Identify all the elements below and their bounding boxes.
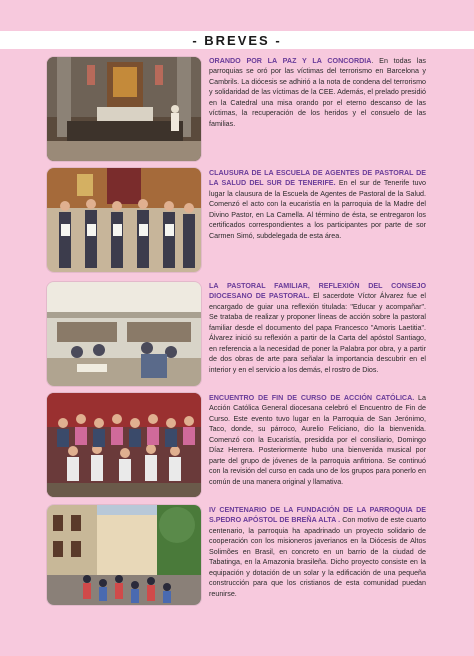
news-heading: LA PASTORAL FAMILIAR, REFLEXIÓN DEL CONSEJO DIOCESANO DE PASTORAL. — [209, 282, 426, 301]
news-heading: IV CENTENARIO DE LA FUNDACIÓN DE LA PARROQUIA DE S.PEDRO APÓSTOL DE BREÑA ALTA . — [209, 506, 426, 525]
section-title: - BREVES - — [192, 32, 282, 48]
news-body: En el sur de Tenerife tuvo lugar la clausura de la Escuela de Agentes de Pastoral de la Salud. Comenzó el acto con la eucaristía en la parroquia de la Madre del Divino Pastor, en La Camella. Al término de ésta, se entregaron los certificados correspondientes a los participantes por parte de sor Carmen Simó, subdelegada de esta área. — [209, 179, 427, 240]
news-item-health-school — [209, 168, 426, 241]
photo-health-school-group — [47, 168, 201, 272]
news-heading: ENCUENTRO DE FIN DE CURSO DE ACCIÓN CATÓLICA. — [209, 394, 415, 402]
news-item-catholic-action — [209, 393, 426, 487]
news-item-pastoral-council — [209, 281, 426, 375]
news-item-peace — [209, 56, 426, 129]
news-body: La Acción Católica General diocesana celebró el Encuentro de Fin de Curso. Este evento tuvo lugar en la Parroquia de San Jerónimo, Taco, donde, su párroco, Aurelio Feliciano, dio la bienvenida. Comenzó con la Eucaristía, presidida por el consiliario, Domingo Díaz Herrera. Posteriormente hubo una bienvenida musical por parte del grupo de jóvenes de la parroquia anfitriona. Se continuó con la revisión del curso en cada uno de los grupos para ponerlo en común de una manera original y llamativa. — [209, 394, 426, 486]
news-body: . En todas las parroquias se oró por las víctimas del terrorismo en Barcelona y Cambrils. La diócesis se adhirió a la nota de condena del terrorismo y solidaridad de las víctimas de la CEE. Además, el prelado presidió en la Catedral una misa orando por el eterno descanso de las víctimas, la recuperación de los heridos y el consuelo de las familias. — [209, 57, 426, 128]
news-body: Con motivo de este cuarto centenario, la parroquia ha apadrinado un proyecto solidario de cooperación con los misioneros javerianos en la Diócesis de Altos Solimões en Brasil, en concreto en un barrio de la ciudad de Tabatinga, en la Amazonia brasileña. Dicho proyecto consiste en la equipación y dotación de un solar y la edificación de una pequeña construcción para que los cristianos de esta comunidad puedan reunirse. — [209, 516, 426, 598]
photo-brena-alta-centenary — [47, 505, 201, 605]
footer-band — [0, 642, 474, 656]
section-header-band — [0, 31, 474, 49]
news-heading: ORANDO POR LA PAZ Y LA CONCORDIA — [209, 57, 372, 65]
photo-cathedral-mass — [47, 57, 201, 161]
news-heading: CLAUSURA DE LA ESCUELA DE AGENTES DE PASTORAL DE LA SALUD DEL SUR DE TENERIFE. — [209, 169, 426, 188]
news-item-centenary — [209, 505, 426, 599]
news-body: El sacerdote Víctor Álvarez fue el encargado de guiar una reflexión titulada: "Educar y acompañar". Se trataba de realizar y proponer líneas de acción sobre la pastoral familiar desde el documento del papa Francesco "Amoris Laetitia". Álvarez inició su reflexión a partir de la Carta del apóstol Santiago, en referencia a la necesidad de poner la Palabra por obra, y a partir de dos obras de arte para señalar la importancia descubrir en el interior y en el servicio a los demás, el rostro de Dios. — [209, 292, 426, 374]
photo-catholic-action-group — [47, 393, 201, 497]
photo-pastoral-council-meeting — [47, 282, 201, 386]
